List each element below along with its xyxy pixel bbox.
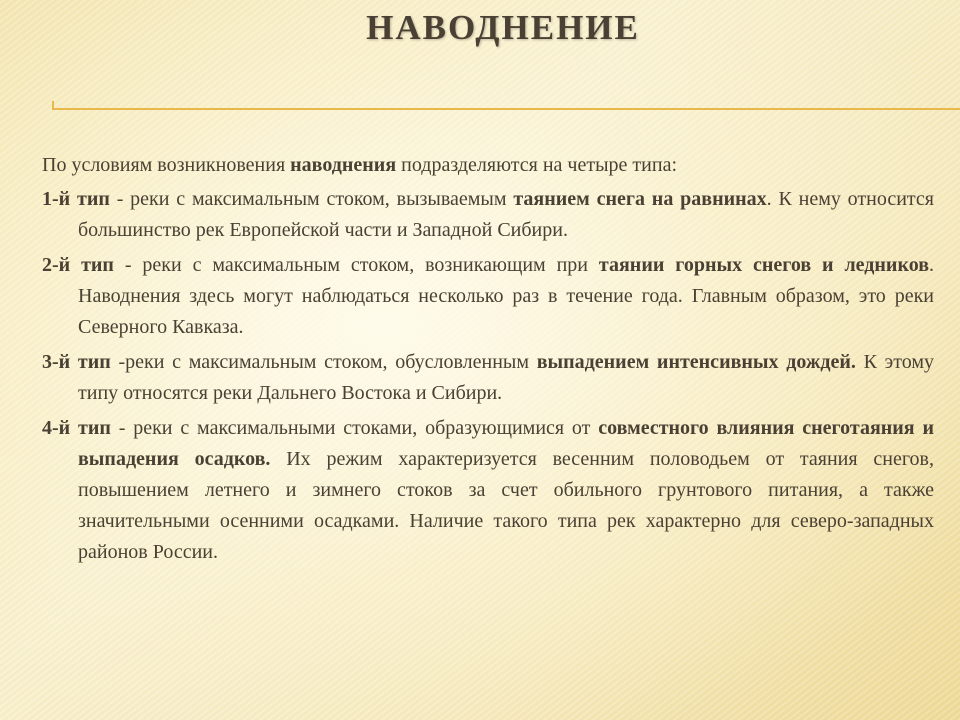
type-2-text-start: - реки с максимальным стоком, возникающим при (113, 254, 599, 276)
type-1-text-end: . К нему относится большинство рек Европейской части и Западной Сибири. (78, 188, 934, 241)
slide-body (42, 150, 934, 572)
type-4-label: 4-й тип (42, 417, 111, 439)
type-1-label: 1-й тип (42, 188, 110, 210)
type-1-text-start: - реки с максимальным стоком, вызываемым (109, 188, 514, 210)
type-1-paragraph (42, 184, 934, 246)
type-2-bold-term: таянии горных снегов и ледников (598, 254, 930, 276)
intro-text-after: подразделяются на четыре типа: (396, 154, 677, 176)
type-3-label: 3-й тип (42, 351, 111, 373)
type-3-text-start: -реки с максимальным стоком, обусловленным (110, 351, 537, 373)
type-2-label: 2-й тип (42, 254, 114, 276)
intro-paragraph (42, 150, 934, 181)
title-underline (52, 108, 960, 110)
type-4-bold-term: совместного влияния снеготаяния и выпадения осадков. (78, 417, 934, 470)
intro-bold-term: наводнения (290, 154, 397, 176)
type-3-paragraph (42, 347, 934, 409)
type-4-paragraph (42, 413, 934, 568)
type-1-bold-term: таянием снега на равнинах (513, 188, 767, 210)
type-2-text-end: . Наводнения здесь могут наблюдаться несколько раз в течение года. Главным образом, это реки Северного Кавказа. (78, 254, 935, 338)
type-3-text-end: К этому типу относятся реки Дальнего Востока и Сибири. (78, 351, 934, 404)
type-4-text-end: Их режим характеризуется весенним половодьем от таяния снегов, повышением летнего и зимнего стоков за счет обильного грунтового питания, а также значительными осенними осадками. Наличие такого типа рек характерно для северо-западных районов России. (78, 448, 935, 563)
type-3-bold-term: выпадением интенсивных дождей. (536, 351, 856, 373)
type-2-paragraph (42, 250, 934, 343)
type-4-text-start: - реки с максимальными стоками, образующимися от (110, 417, 599, 439)
slide-title: НАВОДНЕНИЕ (366, 8, 640, 47)
intro-text-before: По условиям возникновения (42, 154, 291, 176)
